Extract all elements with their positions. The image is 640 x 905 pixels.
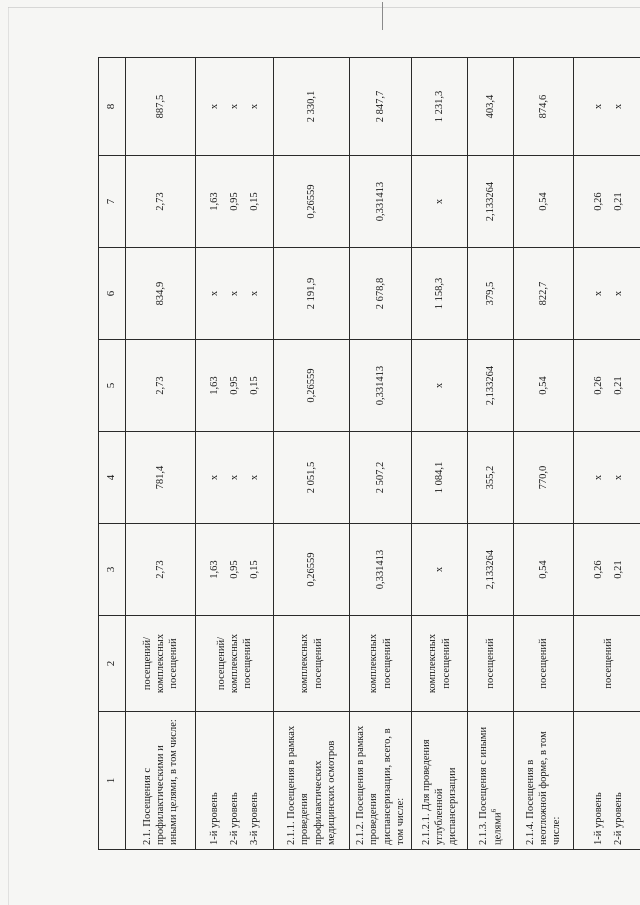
value: 0,26 [592, 192, 604, 211]
cell-c5: 0,54 [514, 340, 574, 432]
cell-c3: 0,26559 [274, 524, 350, 616]
scan-edge-top [8, 7, 640, 8]
cell-c8: 2 847,7 [350, 58, 412, 156]
value: х [228, 290, 240, 297]
row-unit: посещений/комплексных посещений [196, 616, 274, 712]
table-row [196, 58, 274, 850]
row-name: 2.1. Посещения с профилактическими и иными целями, в том числе: [126, 712, 196, 850]
cell-c7: 0,54 [514, 156, 574, 248]
cell-c4: 770,0 [514, 432, 574, 524]
value: 0,21 [613, 192, 624, 211]
value: 0,15 [249, 376, 261, 395]
data-table [98, 57, 640, 850]
footnote-mark: 6 [489, 808, 498, 813]
cell-c3 [574, 524, 640, 616]
value: х [228, 103, 240, 110]
value: 0,95 [228, 376, 240, 395]
value: х [249, 103, 261, 110]
cell-c6: 2 191,9 [274, 248, 350, 340]
value: 0,21 [613, 560, 624, 579]
row-name-text: 2.1.3. Посещения с иными целями [477, 726, 504, 845]
value: 1,63 [208, 560, 220, 579]
cell-c8: 403,4 [468, 58, 514, 156]
cell-c3: х [412, 524, 468, 616]
row-name: 2.1.4. Посещения в неотложной форме, в том числе: [514, 712, 574, 850]
table-row [412, 58, 468, 850]
table-row [274, 58, 350, 850]
row-name: 2.1.2. Посещения в рамках проведения диспансеризации, всего, в том числе: [350, 712, 412, 850]
level-label: 3-й уровень [249, 792, 261, 845]
value: х [208, 290, 220, 297]
value: 1,63 [208, 192, 220, 211]
cell-c7: х [412, 156, 468, 248]
cell-c4: 1 084,1 [412, 432, 468, 524]
cell-c8: 887,5 [126, 58, 196, 156]
cell-c7: 0,331413 [350, 156, 412, 248]
col-header-4: 4 [99, 432, 126, 524]
cell-c7 [196, 156, 274, 248]
table-row [350, 58, 412, 850]
row-unit: комплексных посещений [350, 616, 412, 712]
value: х [249, 290, 261, 297]
col-header-5: 5 [99, 340, 126, 432]
cell-c5: 0,331413 [350, 340, 412, 432]
cell-c7: 2,73 [126, 156, 196, 248]
cell-c6: 834,9 [126, 248, 196, 340]
scan-edge-left [8, 7, 9, 905]
cell-c5: х [412, 340, 468, 432]
level-label: 1-й уровень [592, 792, 604, 845]
cell-c4: 2 051,5 [274, 432, 350, 524]
row-levels [574, 712, 640, 850]
table-row [514, 58, 574, 850]
value: х [592, 290, 604, 297]
value: 0,95 [228, 560, 240, 579]
cell-c6: 1 158,3 [412, 248, 468, 340]
cell-c5: 2,73 [126, 340, 196, 432]
cell-c4: 355,2 [468, 432, 514, 524]
cell-c8 [196, 58, 274, 156]
col-header-1: 1 [99, 712, 126, 850]
col-header-8: 8 [99, 58, 126, 156]
cell-c6: 379,5 [468, 248, 514, 340]
row-name: 2.1.2.1. Для проведения углубленной диспансеризации [412, 712, 468, 850]
row-unit: комплексных посещений [274, 616, 350, 712]
header-row [99, 58, 126, 850]
cell-c3: 2,73 [126, 524, 196, 616]
row-unit: комплексных посещений [412, 616, 468, 712]
cell-c3 [196, 524, 274, 616]
value: х [613, 474, 624, 481]
cell-c4 [574, 432, 640, 524]
level-label: 2-й уровень [613, 792, 624, 845]
cell-c5: 0,26559 [274, 340, 350, 432]
cell-c6 [574, 248, 640, 340]
row-name: 2.1.1. Посещения в рамках проведения профилактических медицинских осмотров [274, 712, 350, 850]
cell-c4 [196, 432, 274, 524]
row-levels [196, 712, 274, 850]
value: х [208, 103, 220, 110]
table-row [468, 58, 514, 850]
margin-mark [382, 2, 383, 30]
cell-c6: 2 678,8 [350, 248, 412, 340]
level-label: 2-й уровень [228, 792, 240, 845]
value: 0,15 [249, 560, 261, 579]
value: 0,26 [592, 560, 604, 579]
cell-c8: 2 330,1 [274, 58, 350, 156]
col-header-6: 6 [99, 248, 126, 340]
level-label: 1-й уровень [208, 792, 220, 845]
value: х [592, 474, 604, 481]
cell-c8: 874,6 [514, 58, 574, 156]
value: 0,21 [613, 376, 624, 395]
cell-c8 [574, 58, 640, 156]
value: х [208, 474, 220, 481]
cell-c6 [196, 248, 274, 340]
cell-c8: 1 231,3 [412, 58, 468, 156]
row-unit: посещений/комплексных посещений [126, 616, 196, 712]
value: 1,63 [208, 376, 220, 395]
value: х [613, 103, 624, 110]
col-header-2: 2 [99, 616, 126, 712]
cell-c5: 2,133264 [468, 340, 514, 432]
col-header-7: 7 [99, 156, 126, 248]
cell-c5 [196, 340, 274, 432]
table-row [126, 58, 196, 850]
cell-c4: 781,4 [126, 432, 196, 524]
value: 0,15 [249, 192, 261, 211]
cell-c7: 0,26559 [274, 156, 350, 248]
table-row [574, 58, 640, 850]
row-unit: посещений [468, 616, 514, 712]
col-header-3: 3 [99, 524, 126, 616]
cell-c7 [574, 156, 640, 248]
cell-c4: 2 507,2 [350, 432, 412, 524]
row-name [468, 712, 514, 850]
value: х [613, 290, 624, 297]
rotated-table-area [98, 58, 640, 850]
value: 0,95 [228, 192, 240, 211]
value: х [228, 474, 240, 481]
cell-c5 [574, 340, 640, 432]
row-unit: посещений [514, 616, 574, 712]
cell-c7: 2,133264 [468, 156, 514, 248]
value: 0,26 [592, 376, 604, 395]
cell-c3: 2,133264 [468, 524, 514, 616]
cell-c6: 822,7 [514, 248, 574, 340]
value: х [249, 474, 261, 481]
cell-c3: 0,331413 [350, 524, 412, 616]
value: х [592, 103, 604, 110]
row-unit: посещений [574, 616, 640, 712]
rotated-table-frame [98, 58, 640, 850]
cell-c3: 0,54 [514, 524, 574, 616]
